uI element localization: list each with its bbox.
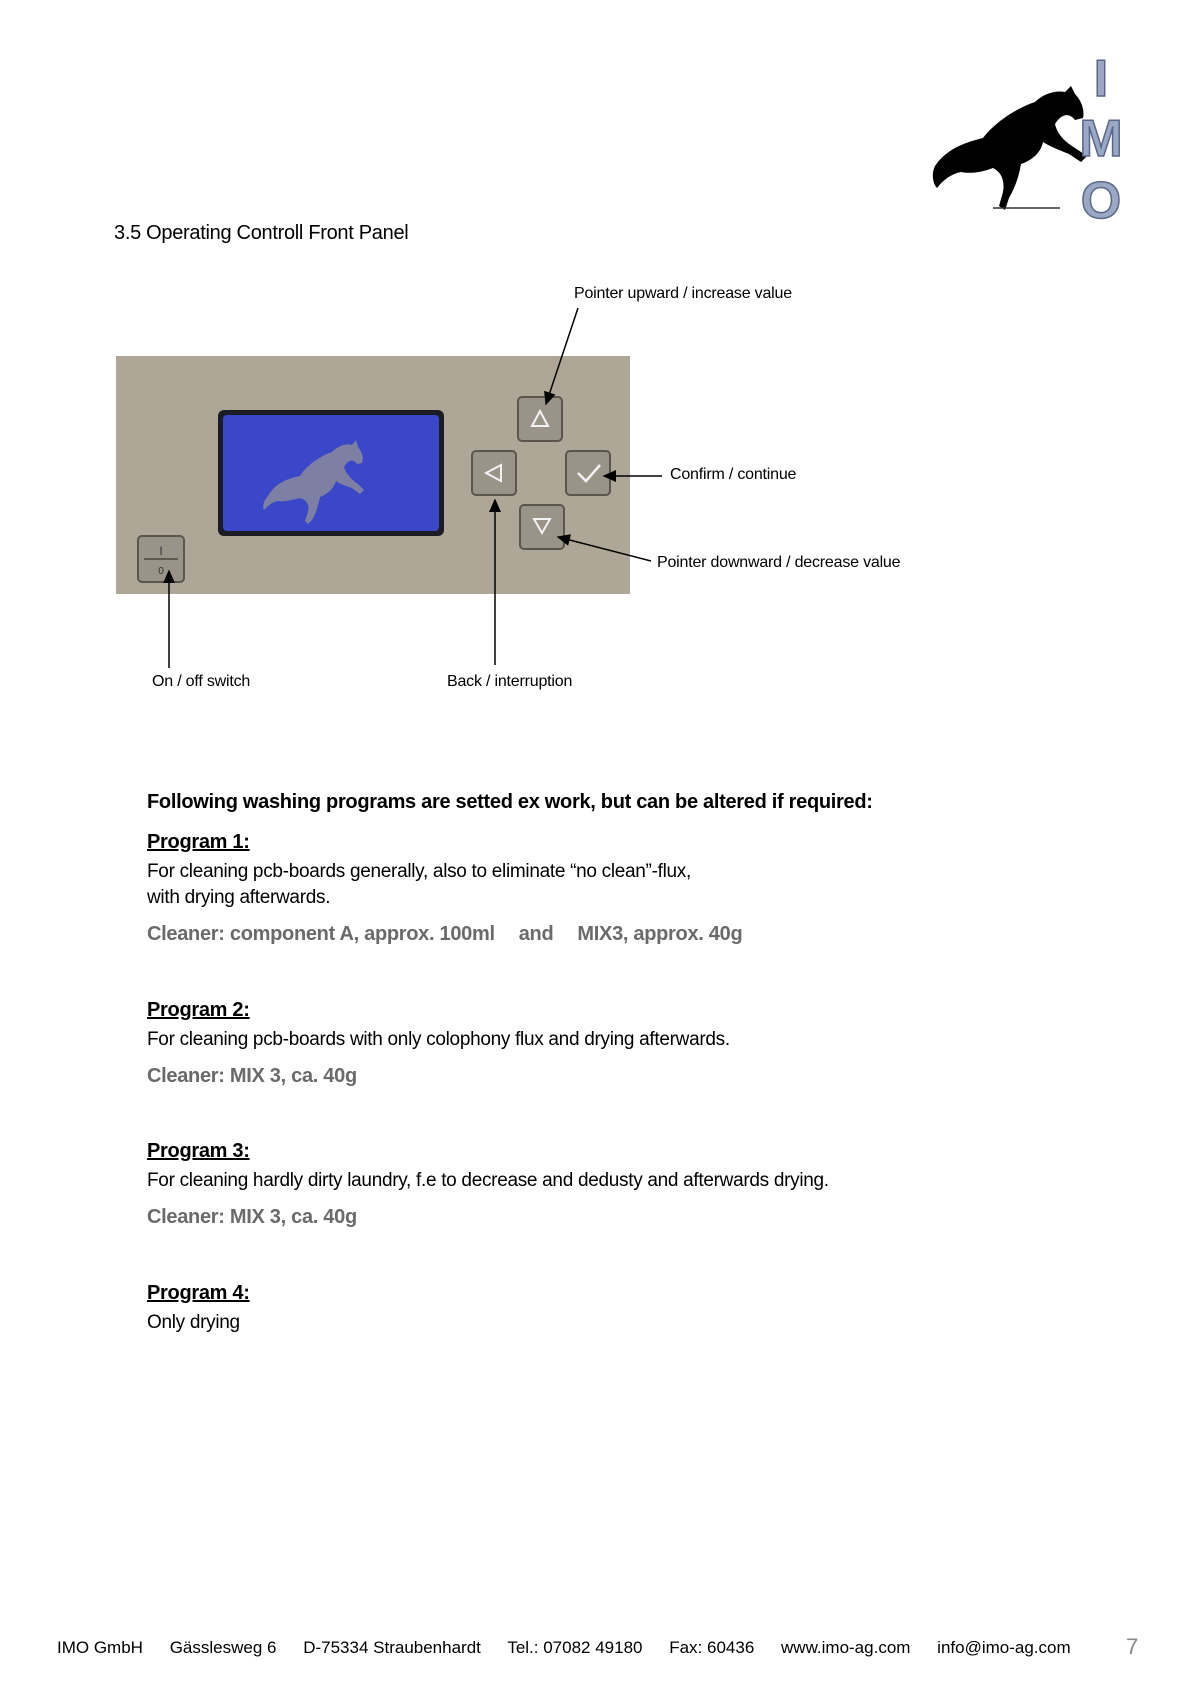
back-button [472, 451, 516, 495]
program-cleaner: Cleaner: MIX 3, ca. 40g [147, 1065, 357, 1087]
section-title: 3.5 Operating Controll Front Panel [114, 222, 409, 244]
program-description: For cleaning hardly dirty laundry, f.e to decrease and dedusty and afterwards drying. [147, 1170, 829, 1191]
logo-letter-o: O [1080, 172, 1122, 228]
program-2 [147, 997, 1047, 1089]
cleaner-mix: MIX3, approx. 40g [577, 923, 743, 945]
power-switch-off-mark: 0 [158, 566, 164, 577]
footer-email: info@imo-ag.com [937, 1638, 1071, 1657]
front-panel-figure [0, 270, 1191, 710]
program-title: Program 3: [147, 1140, 250, 1162]
logo-letter-m: M [1079, 110, 1123, 168]
power-callout-label: On / off switch [152, 673, 251, 690]
program-cleaner [147, 921, 1047, 947]
cleaner-and: and [518, 923, 554, 945]
program-4 [147, 1280, 1047, 1336]
power-switch-on-mark: I [159, 544, 163, 558]
footer-city: D-75334 Straubenhardt [303, 1638, 481, 1657]
horse-silhouette-icon [933, 86, 1087, 210]
down-button [520, 505, 564, 549]
page-number: 7 [1126, 1634, 1139, 1659]
programs-intro: Following washing programs are setted ex work, but can be altered if required: [147, 791, 873, 813]
footer-company: IMO GmbH [57, 1638, 143, 1657]
program-title: Program 1: [147, 831, 250, 853]
footer-tel: Tel.: 07082 49180 [507, 1638, 643, 1657]
down-callout-label: Pointer downward / decrease value [657, 554, 901, 571]
program-description: For cleaning pcb-boards generally, also to eliminate “no clean”-flux, with drying afterwards. [147, 861, 691, 908]
up-callout-label: Pointer upward / increase value [574, 285, 792, 302]
program-1 [147, 829, 1047, 947]
logo-letter-i: I [1093, 50, 1109, 108]
program-description: For cleaning pcb-boards with only colophony flux and drying afterwards. [147, 1029, 730, 1050]
program-description: Only drying [147, 1312, 240, 1333]
footer-street: Gässlesweg 6 [169, 1638, 277, 1657]
program-3 [147, 1138, 1047, 1230]
program-title: Program 4: [147, 1282, 250, 1304]
confirm-callout-label: Confirm / continue [670, 466, 797, 483]
program-cleaner: Cleaner: MIX 3, ca. 40g [147, 1206, 357, 1228]
cleaner-component-a: Cleaner: component A, approx. 100ml [147, 923, 495, 945]
up-button [518, 397, 562, 441]
page-footer [57, 1638, 1093, 1658]
imo-logo [925, 38, 1135, 228]
footer-web: www.imo-ag.com [781, 1638, 911, 1657]
program-title: Program 2: [147, 999, 250, 1021]
back-callout-label: Back / interruption [447, 673, 573, 690]
footer-fax: Fax: 60436 [669, 1638, 755, 1657]
confirm-button [566, 451, 610, 495]
